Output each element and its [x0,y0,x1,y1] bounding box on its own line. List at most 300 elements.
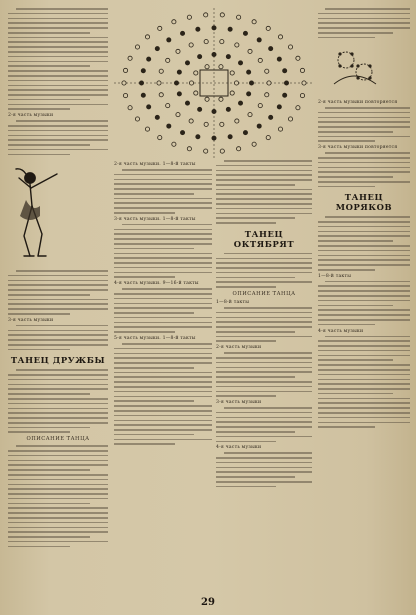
right-column-lower [318,98,410,431]
text-line [318,398,410,400]
text-line [216,417,312,419]
text-line [318,121,410,123]
text-line [8,80,108,82]
text-line [114,253,212,255]
text-line [8,469,90,471]
dancer-dot [147,105,151,109]
text-line [8,488,108,490]
text-line [216,217,295,219]
text-line [114,439,212,441]
section-label: 4-я часть музыки [318,328,364,334]
dancer-dot [212,109,216,113]
dancer-dot [235,119,239,123]
dancer-dot [198,107,202,111]
text-line [318,407,410,409]
text-block [318,336,410,428]
text-line [216,386,312,388]
dancer-dot [278,35,282,39]
text-line [216,426,312,428]
text-line [8,61,108,63]
dancer-dot [135,45,139,49]
dancer-dot [123,68,127,72]
text-line [16,8,108,10]
text-line [216,481,312,483]
text-line [318,269,375,271]
text-line [8,422,108,424]
dancer-dot [196,135,200,139]
text-line [216,222,276,224]
text-line [114,405,212,407]
text-line [114,353,212,355]
text-line [8,308,108,310]
text-block [318,152,410,187]
dancer-dot [300,68,304,72]
text-line [216,462,312,464]
dancer-dot [220,149,224,153]
dancer-dot [234,81,238,85]
text-block [8,325,108,351]
dancer-dot [204,40,208,44]
dancer-dot [228,135,232,139]
text-line [325,216,410,218]
text-line [216,208,312,210]
text-line [114,293,212,295]
section-label: 4-я часть музыки. 9—16-й такты [114,281,199,287]
text-line [216,381,312,383]
text-block [8,8,108,110]
dancer-dot [249,81,253,85]
dancer-dot [176,49,180,53]
dancer-dot [228,27,232,31]
text-line [8,284,108,286]
dancer-dot [237,15,241,19]
text-line [216,471,312,473]
text-line [318,37,375,39]
text-line [318,379,410,381]
text-line [318,345,410,347]
dancer-dot [176,112,180,116]
text-line [8,22,108,24]
text-line [318,240,393,242]
dancer-dot [265,93,269,97]
text-line [8,374,108,376]
text-line [8,275,108,277]
text-line [8,474,108,476]
dancer-dot [185,101,189,105]
text-line [8,299,108,301]
text-line [8,541,108,543]
text-line [216,179,312,181]
dancer-dot [248,49,252,53]
text-line [318,140,375,142]
text-line [114,429,212,431]
dancer-dot [204,13,208,17]
text-line [114,326,212,328]
text-line [216,286,276,288]
dancer-dot [284,81,288,85]
dancer-dot [157,81,161,85]
text-line [114,188,212,190]
text-line [216,367,312,369]
text-block [8,369,108,433]
text-line [8,536,90,538]
dancer-dot [177,92,181,96]
dancer-dot [145,127,149,131]
middle-column [114,160,212,448]
text-line [114,307,212,309]
text-line [216,436,312,438]
text-line [8,41,108,43]
section-label: 2-я часть музыки [216,345,262,351]
text-line [318,383,410,385]
dancer-dot [212,52,216,56]
text-line [216,457,312,459]
dancer-illustration [4,160,74,270]
text-line [318,126,410,128]
text-line [114,303,212,305]
text-line [216,326,312,328]
text-line [318,245,410,247]
text-line [216,193,312,195]
dancer-dot [212,26,216,30]
dancer-dot [252,20,256,24]
section-title: ТАНЕЦ ОКТЯБРЯТ [233,228,295,249]
text-line [8,512,108,514]
text-line [8,303,108,305]
text-line [8,417,108,419]
dancer-dot [147,57,151,61]
text-line [216,376,295,378]
text-line [325,152,410,154]
dancer-dot [141,69,145,73]
text-block [216,307,312,342]
text-line [318,314,410,316]
text-line [114,174,212,176]
text-line [16,445,108,447]
dancer-dot [235,43,239,47]
dancer-dot [141,93,145,97]
dancer-dot [219,65,223,69]
section-label: 2-я часть музыки. 1—8-й такты [114,162,196,167]
text-line [318,176,393,178]
text-line [114,262,212,264]
dancer-dot [219,97,223,101]
dancer-dot [155,115,159,119]
text-line [8,503,90,505]
dancer-dot [247,92,251,96]
text-line [325,336,410,338]
text-line [8,46,108,48]
text-line [318,295,410,297]
center-column [216,160,312,491]
text-line [216,321,312,323]
dancer-dot [189,119,193,123]
text-line [216,331,295,333]
text-line [318,290,410,292]
dancer-dot [198,55,202,59]
text-line [216,203,312,205]
text-line [8,484,108,486]
text-line [216,213,312,215]
text-line [216,371,312,373]
text-line [318,374,410,376]
dancer-dot [220,122,224,126]
section-label: 3-я часть музыки. 1—8-й такты [114,216,196,222]
text-line [216,421,312,423]
dancer-dot [243,31,247,35]
dancer-dot [185,61,189,65]
text-line [318,264,410,266]
text-line [216,174,312,176]
text-line [114,233,212,235]
text-block [216,407,312,442]
dancer-dot [296,106,300,110]
text-line [325,107,410,109]
text-line [216,277,295,279]
text-line [318,235,410,237]
text-line [114,243,212,245]
text-line [318,255,410,257]
dancer-dot [139,81,143,85]
text-line [114,424,212,426]
text-line [318,221,410,223]
text-line [318,359,393,361]
text-line [8,522,108,524]
text-line [318,171,410,173]
text-line [318,157,410,159]
text-line [216,198,312,200]
dancer-dot [296,56,300,60]
dancer-dot [220,13,224,17]
text-line [216,441,276,443]
left-column [8,8,108,158]
text-line [8,70,108,72]
text-line [8,13,108,15]
text-block [216,352,312,397]
text-line [114,276,175,278]
text-line [224,160,312,162]
text-line [318,402,410,404]
dancer-dot [300,93,304,97]
text-line [114,317,212,319]
text-line [8,56,108,58]
text-line [318,309,410,311]
text-line [8,154,70,156]
text-line [8,517,108,519]
dancer-dot [267,81,271,85]
text-line [8,130,108,132]
text-block [8,120,108,155]
text-line [318,319,410,321]
dancer-dot [166,103,170,107]
dancer-dot [220,40,224,44]
text-line [8,94,108,96]
dancer-dot [174,81,178,85]
dancer-dot [145,35,149,39]
text-block [216,452,312,487]
text-line [114,434,194,436]
text-line [325,281,410,283]
page-number: 29 [201,597,215,608]
text-line [325,8,410,10]
text-line [8,144,90,146]
text-line [8,412,108,414]
text-line [114,207,212,209]
section-label: 2-я часть музыки повторяется [318,100,398,105]
dancer-dot [158,135,162,139]
text-line [216,412,312,414]
dancer-dot [226,107,230,111]
section-label: 1—8-й такты [318,273,352,279]
text-line [8,344,108,346]
dancer-dot [128,56,132,60]
text-line [8,398,108,400]
text-line [114,298,212,300]
dancer-dot [266,26,270,30]
text-line [318,162,410,164]
text-line [8,27,108,29]
text-line [318,226,410,228]
text-line [114,238,212,240]
text-line [318,117,410,119]
text-line [16,120,108,122]
text-line [8,464,108,466]
text-line [8,339,108,341]
text-line [114,420,212,422]
text-line [114,381,212,383]
text-line [216,340,276,342]
dancer-dot [135,117,139,121]
dancer-dot [269,47,273,51]
dancer-dot [172,20,176,24]
dancer-dot [265,69,269,73]
text-line [8,104,108,106]
text-line [114,198,212,200]
text-line [114,202,212,204]
text-line [114,179,212,181]
text-line [8,388,108,390]
dancer-dot [205,65,209,69]
text-line [318,417,410,419]
text-line [114,183,212,185]
dancer-dot [158,26,162,30]
dancer-dot [167,124,171,128]
text-line [318,18,410,20]
dancer-dot [187,147,191,151]
text-line [216,262,312,264]
text-line [216,362,312,364]
dancer-dot [288,45,292,49]
dancer-dot [257,124,261,128]
text-block [114,288,212,333]
text-line [216,165,312,167]
text-line [318,412,410,414]
text-line [16,325,108,327]
dancer-dot [237,147,241,151]
section-label: 3-я часть музыки повторяется [318,145,398,151]
text-block [114,224,212,278]
text-line [216,267,312,269]
dancer-dot [247,70,251,74]
text-line [318,259,410,261]
text-line [8,280,108,282]
text-line [114,248,194,250]
text-line [114,415,212,417]
text-line [8,85,108,87]
text-line [8,75,108,77]
text-line [216,395,276,397]
text-line [114,229,212,231]
text-line [8,125,108,127]
text-line [216,486,276,488]
text-line [318,13,410,15]
text-line [114,257,212,259]
text-line [216,170,312,172]
text-line [8,546,70,548]
section-label: 3-я часть музыки [8,317,54,323]
section-label: 2-я часть музыки [8,113,54,119]
text-line [216,281,312,283]
text-line [318,340,410,342]
text-line [8,99,90,101]
text-line [8,408,108,410]
dancer-dot [230,91,234,95]
text-line [8,108,70,110]
dancer-dot [204,122,208,126]
text-line [318,285,410,287]
left-column-lower [8,270,108,550]
dancer-dot [194,91,198,95]
dancer-dot [238,61,242,65]
text-line [114,386,212,388]
text-line [114,362,212,364]
dancer-dot [167,38,171,42]
text-line [8,37,108,39]
text-block [8,445,108,547]
text-line [16,270,108,272]
text-line [114,322,212,324]
dancer-dot [166,58,170,62]
section-subtitle: ОПИСАНИЕ ТАНЦА [232,291,296,297]
text-line [8,149,108,151]
right-column [318,8,410,41]
dancer-dot [230,71,234,75]
dancer-dot [159,93,163,97]
text-line [114,193,194,195]
text-block [114,169,212,214]
text-line [318,231,410,233]
text-line [216,476,295,478]
dancer-dot [269,115,273,119]
text-line [8,498,108,500]
text-line [8,427,90,429]
text-line [318,22,410,24]
text-line [318,426,375,428]
formation-diagram [114,8,314,158]
text-line [122,224,212,226]
section-label: 1—8-й такты [216,300,250,305]
text-line [318,324,375,326]
dancer-dot [196,27,200,31]
text-line [114,367,194,369]
text-line [216,467,312,469]
text-line [224,307,312,309]
text-block [114,343,212,445]
dancer-dot [258,103,262,107]
text-line [114,348,212,350]
dancer-dot [248,112,252,116]
text-line [8,527,108,529]
